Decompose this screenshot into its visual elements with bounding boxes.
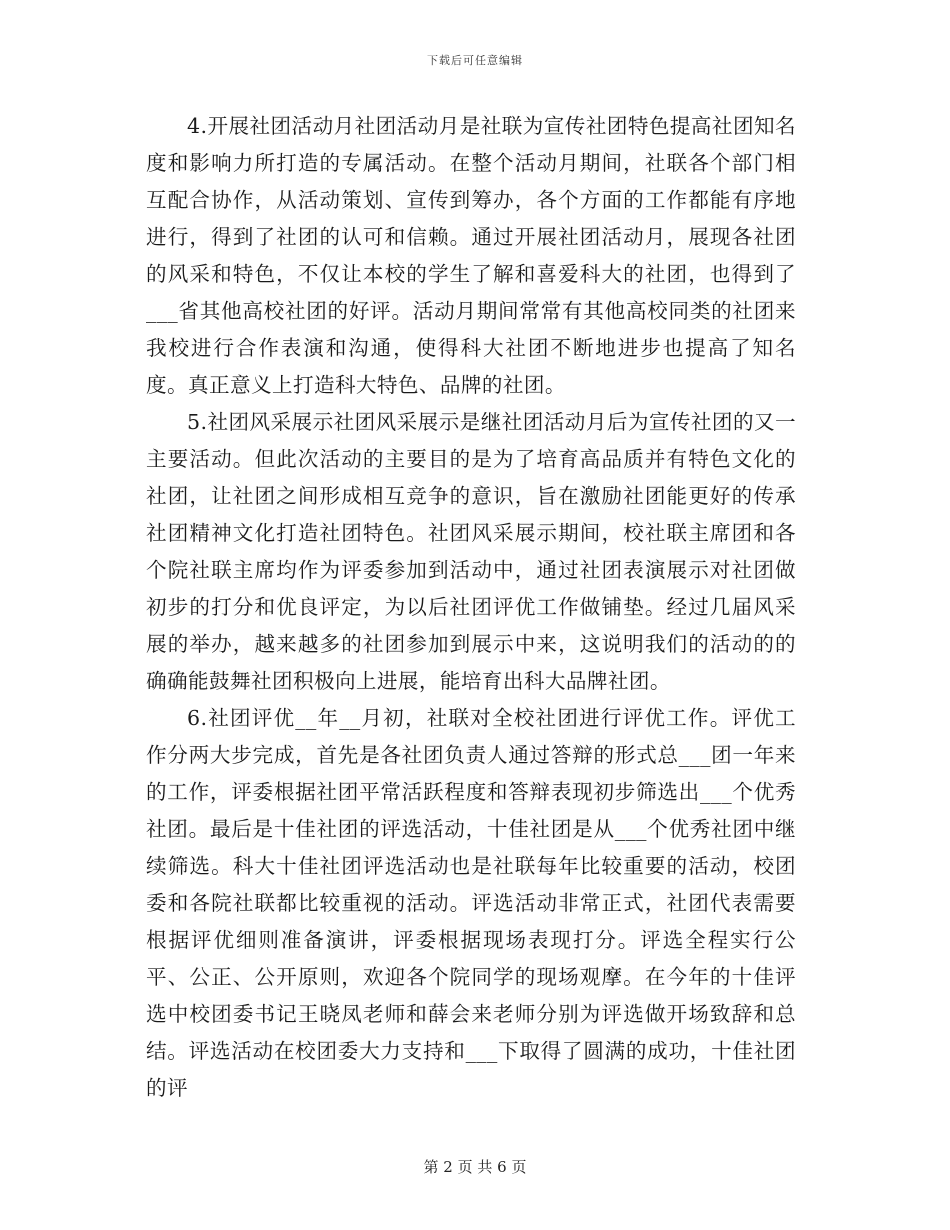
document-body — [146, 108, 796, 1107]
paragraph-6-club-evaluation: 6.社团评优__年__月初，社联对全校社团进行评优工作。评优工作分两大步完成，首先是各社团负责人通过答辩的形式总___团一年来的工作，评委根据社团平常活跃程度和答辩表现初步筛选出___个优秀社团。最后是十佳社团的评选活动，十佳社团是从___个优秀社团中继续筛选。科大十佳社团评选活动也是社联每年比较重要的活动，校团委和各院社联都比较重视的活动。评选活动非常正式，社团代表需要根据评优细则准备演讲，评委根据现场表现打分。评选全程实行公平、公正、公开原则，欢迎各个院同学的现场观摩。在今年的十佳评选中校团委书记王晓凤老师和薛会来老师分别为评选做开场致辞和总结。评选活动在校团委大力支持和___下取得了圆满的成功，十佳社团的评 — [146, 706, 796, 1100]
page-number-footer: 第 2 页 共 6 页 — [423, 1158, 527, 1176]
paragraph-5-style-showcase: 5.社团风采展示社团风采展示是继社团活动月后为宣传社团的又一主要活动。但此次活动的主要目的是为了培育高品质并有特色文化的社团，让社团之间形成相互竞争的意识，旨在激励社团能更好的传承社团精神文化打造社团特色。社团风采展示期间，校社联主席团和各个院社联主席均作为评委参加到活动中，通过社团表演展示对社团做初步的打分和优良评定，为以后社团评优工作做铺垫。经过几届风采展的举办，越来越多的社团参加到展示中来，这说明我们的活动的的确确能鼓舞社团积极向上进展，能培育出科大品牌社团。 — [146, 410, 796, 693]
paragraph-4-activity-month: 4.开展社团活动月社团活动月是社联为宣传社团特色提高社团知名度和影响力所打造的专属活动。在整个活动月期间，社联各个部门相互配合协作，从活动策划、宣传到筹办，各个方面的工作都能有序地进行，得到了社团的认可和信赖。通过开展社团活动月，展现各社团的风采和特色，不仅让本校的学生了解和喜爱科大的社团，也得到了___省其他高校社团的好评。活动月期间常常有其他高校同类的社团来我校进行合作表演和沟通，使得科大社团不断地进步也提高了知名度。真正意义上打造科大特色、品牌的社团。 — [146, 114, 796, 397]
page-header-note: 下载后可任意编辑 — [427, 54, 523, 67]
